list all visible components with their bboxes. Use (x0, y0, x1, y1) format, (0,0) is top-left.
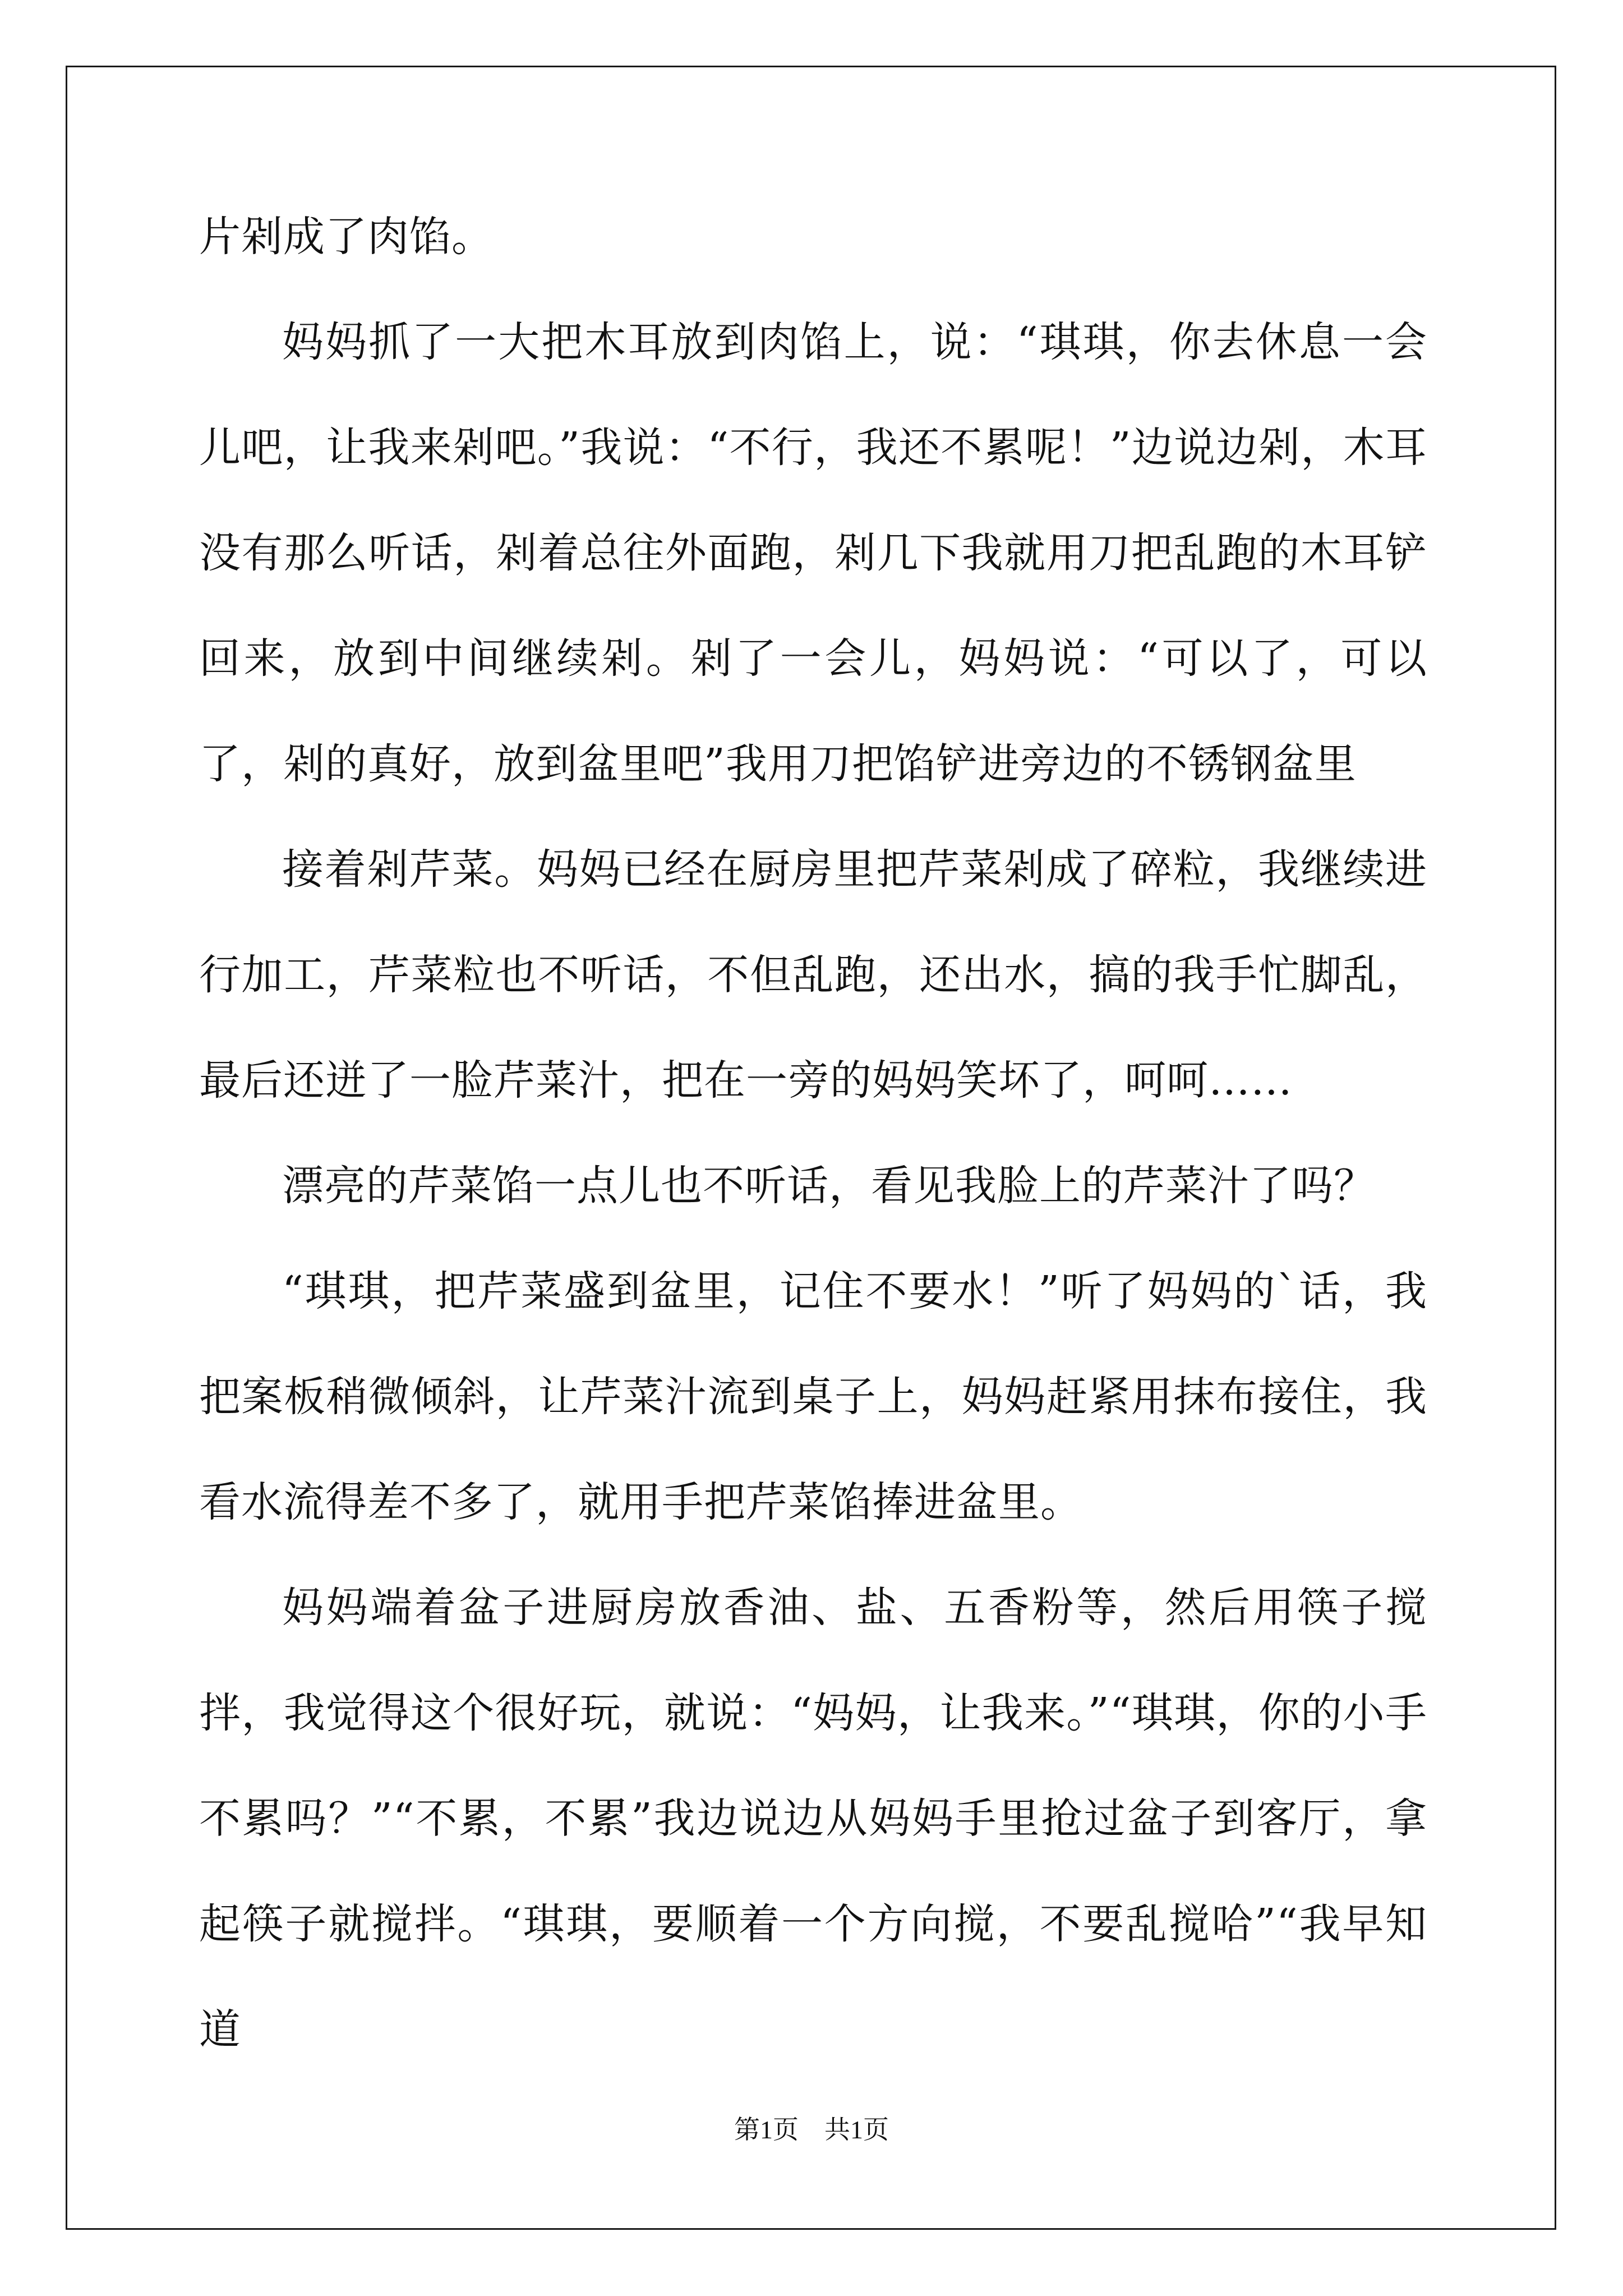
paragraph-5: “琪琪，把芹菜盛到盆里，记住不要水！”听了妈妈的`话，我把案板稍微倾斜，让芹菜汁流到桌子上，妈妈赶紧用抹布接住，我看水流得差不多了，就用手把芹菜馅捧进盆里。 (199, 1267, 1427, 1526)
paragraph-6: 妈妈端着盆子进厨房放香油、盐、五香粉等，然后用筷子搅拌，我觉得这个很好玩，就说：“妈妈，让我来。”“琪琪，你的小手不累吗？”“不累，不累”我边说边从妈妈手里抢过盆子到客厅，拿起筷子就搅拌。“琪琪，要顺着一个方向搅，不要乱搅哈”“我早知道 (199, 1584, 1427, 2054)
page-footer: 第1页 共1页 (734, 2115, 889, 2144)
paragraph-3: 接着剁芹菜。妈妈已经在厨房里把芹菜剁成了碎粒，我继续进行加工，芹菜粒也不听话，不但乱跑，还出水，搞的我手忙脚乱，最后还迸了一脸芹菜汁，把在一旁的妈妈笑坏了，呵呵…… (199, 845, 1427, 1105)
paragraph-1: 片剁成了肉馅。 (199, 213, 494, 261)
paragraph-4: 漂亮的芹菜馅一点儿也不听话，看见我脸上的芹菜汁了吗？ (282, 1162, 1376, 1210)
paragraph-2: 妈妈抓了一大把木耳放到肉馅上，说：“琪琪，你去休息一会儿吧，让我来剁吧。”我说：“不行，我还不累呢！”边说边剁，木耳没有那么听话，剁着总往外面跑，剁几下我就用刀把乱跑的木耳铲回来，放到中间继续剁。剁了一会儿，妈妈说：“可以了，可以了，剁的真好，放到盆里吧”我用刀把馅铲进旁边的不锈钢盆里 (199, 318, 1427, 788)
